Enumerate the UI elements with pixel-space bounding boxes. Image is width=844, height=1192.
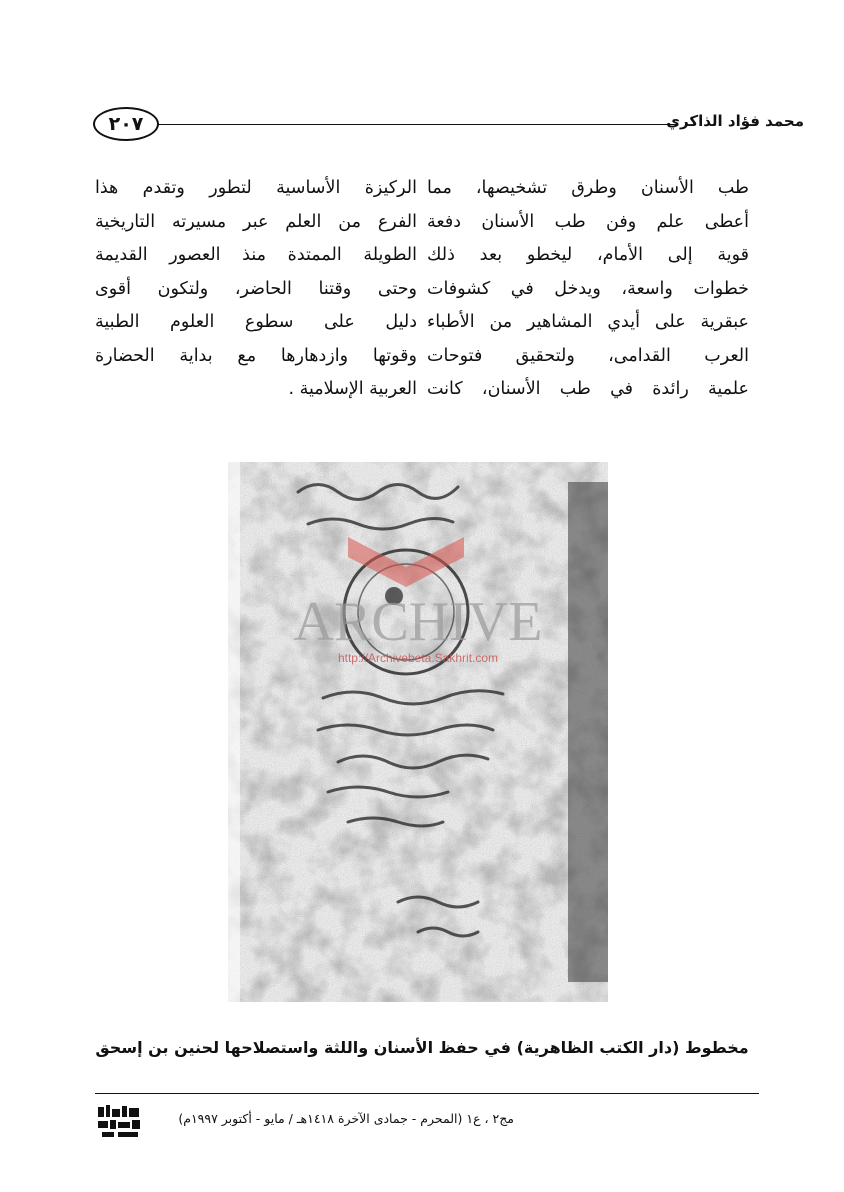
author-name: محمد فؤاد الذاكري [666,112,804,130]
text-line: دليل على سطوع العلوم الطبية [95,312,417,332]
footer-citation: مج٢ ، ع١ (المحرم - جمادى الآخرة ١٤١٨هـ / مايو - أكتوبر ١٩٩٧م) [178,1111,514,1126]
text-line: طب الأسنان وطرق تشخيصها، مما [427,178,749,198]
journal-logo-icon [96,1103,144,1139]
page-number-oval [93,107,159,141]
text-line: خطوات واسعة، ويدخل في كشوفات [427,278,749,299]
body-column-right [427,172,749,407]
watermark-url: http://Archivebeta.Sakhrit.com [337,651,499,665]
text-line: عبقرية على أيدي المشاهير من الأطباء [427,312,749,332]
text-line: قوية إلى الأمام، ليخطو بعد ذلك [427,245,749,265]
watermark-text: ARCHIVE [293,591,543,653]
body-column-left [95,172,417,407]
text-line: وقوتها وازدهارها مع بداية الحضارة [95,345,417,366]
page-number: ٢٠٧ [108,113,144,135]
text-line: الطويلة الممتدة منذ العصور القديمة [95,245,417,265]
header-rule [158,124,676,125]
text-line: الفرع من العلم عبر مسيرته التاريخية [95,211,417,232]
text-line: الركيزة الأساسية لتطور وتقدم هذا [95,178,417,198]
text-line: وحتى وقتنا الحاضر، ولتكون أقوى [95,278,417,299]
text-line: علمية رائدة في طب الأسنان، كانت [427,379,749,399]
text-line: أعطى علم وفن طب الأسنان دفعة [427,211,749,232]
figure-caption: مخطوط (دار الكتب الظاهرية) في حفظ الأسنان واللثة واستصلاحها لحنين بن إسحق [95,1038,749,1057]
text-line: العرب القدامى، ولتحقيق فتوحات [427,345,749,366]
footer-rule [95,1093,759,1094]
manuscript-image [228,462,608,1002]
text-line: العربية الإسلامية . [288,379,417,399]
